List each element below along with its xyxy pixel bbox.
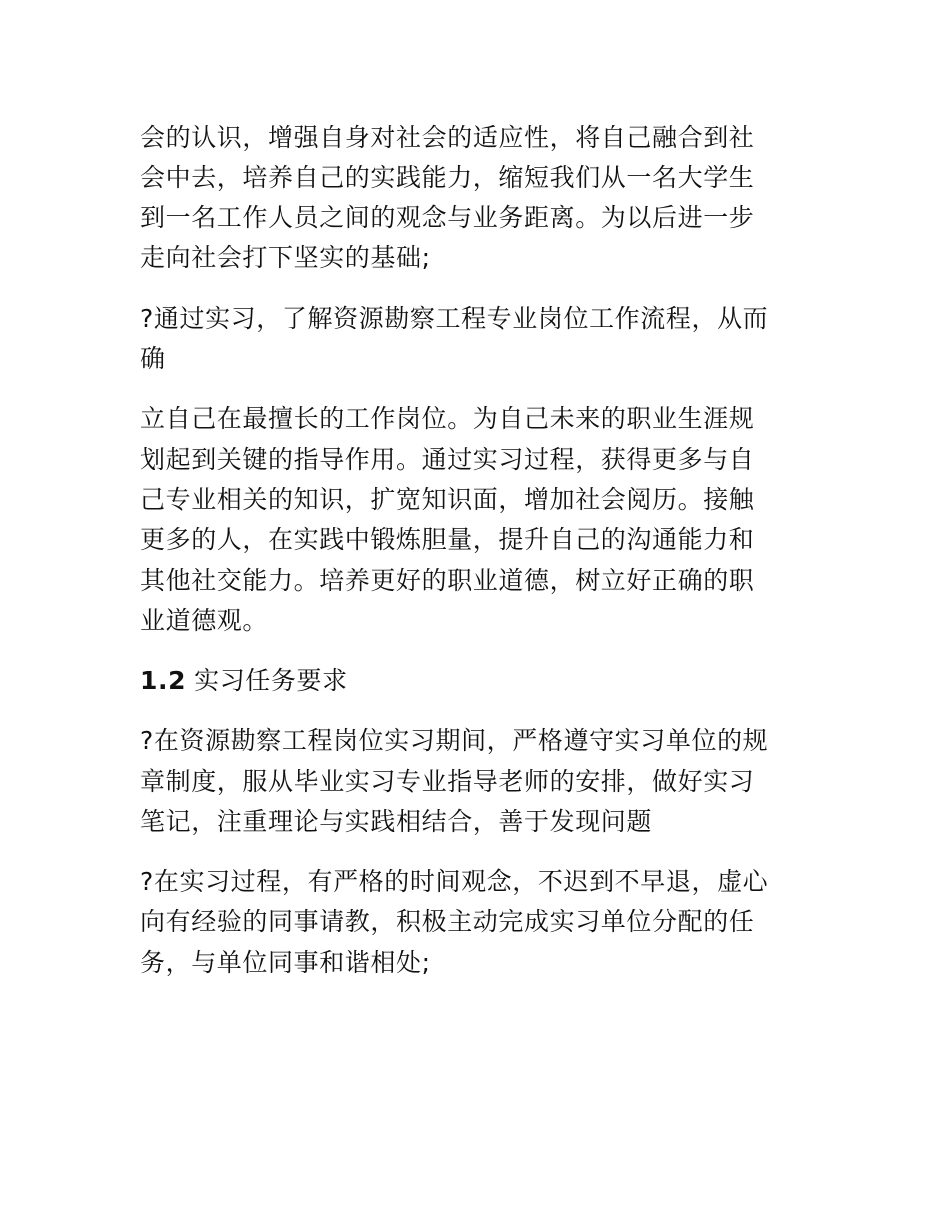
text-line: 会的认识，增强自身对社会的适应性，将自己融合到社 bbox=[140, 123, 755, 152]
text-line: 其他社交能力。培养更好的职业道德，树立好正确的职 bbox=[140, 566, 755, 595]
text-line: 己专业相关的知识，扩宽知识面，增加社会阅历。接触 bbox=[140, 485, 755, 514]
text-line: 走向社会打下坚实的基础; bbox=[140, 243, 431, 272]
text-line: 立自己在最擅长的工作岗位。为自己未来的职业生涯规 bbox=[140, 404, 755, 433]
text-line: 笔记，注重理论与实践相结合，善于发现问题 bbox=[140, 807, 653, 836]
text-line: 更多的人，在实践中锻炼胆量，提升自己的沟通能力和 bbox=[140, 525, 755, 554]
text-line: 向有经验的同事请教，积极主动完成实习单位分配的任 bbox=[140, 907, 755, 936]
section-number: 1.2 bbox=[140, 666, 187, 695]
text-line: 划起到关键的指导作用。通过实习过程，获得更多与自 bbox=[140, 445, 755, 474]
text-line: ?通过实习，了解资源勘察工程专业岗位工作流程，从而 bbox=[140, 304, 769, 333]
text-line: ?在实习过程，有严格的时间观念，不迟到不早退，虚心 bbox=[140, 867, 769, 896]
text-line: 确 bbox=[140, 344, 166, 373]
text-line: ?在资源勘察工程岗位实习期间，严格遵守实习单位的规 bbox=[140, 726, 769, 755]
text-line: 到一名工作人员之间的观念与业务距离。为以后进一步 bbox=[140, 203, 755, 232]
text-line: 会中去，培养自己的实践能力，缩短我们从一名大学生 bbox=[140, 163, 755, 192]
text-line: 章制度，服从毕业实习专业指导老师的安排，做好实习 bbox=[140, 767, 755, 796]
text-line: 务，与单位同事和谐相处; bbox=[140, 948, 431, 977]
text-line: 业道德观。 bbox=[140, 606, 269, 635]
section-title: 实习任务要求 bbox=[194, 666, 348, 695]
section-heading bbox=[140, 661, 348, 701]
